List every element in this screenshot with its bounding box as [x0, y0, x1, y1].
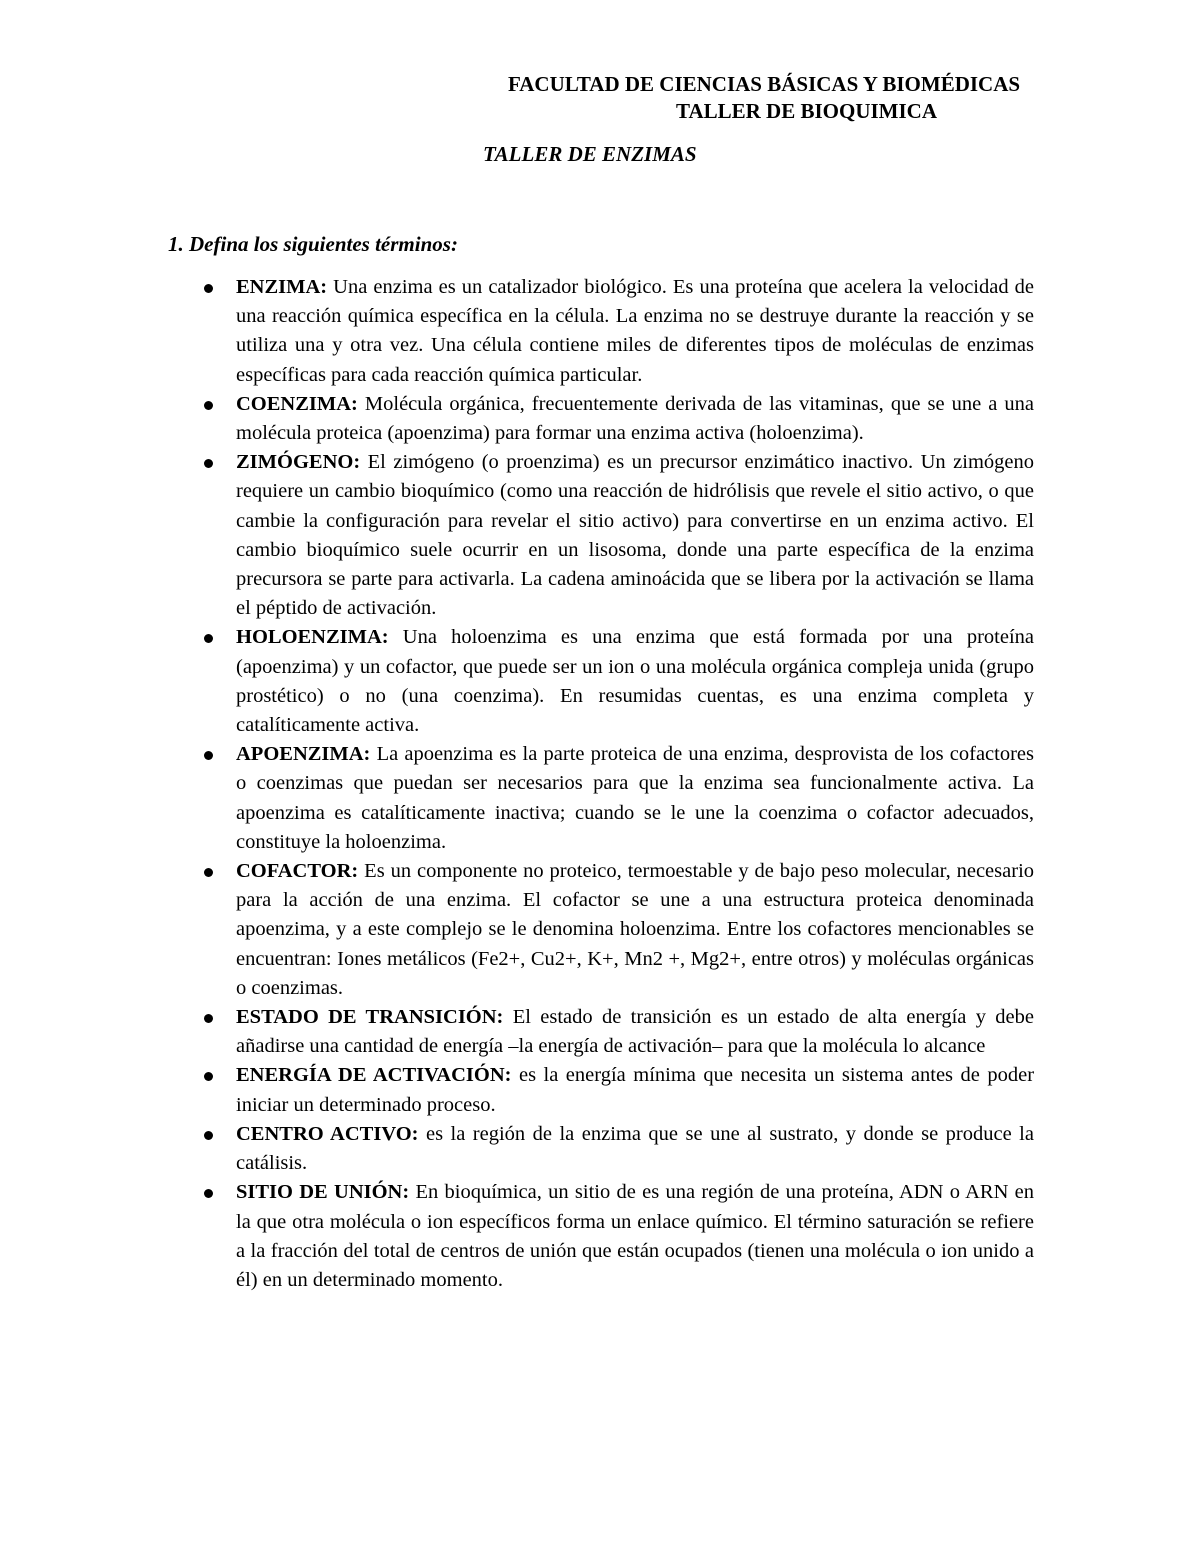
- list-item: [198, 857, 1034, 1003]
- term-definition: Molécula orgánica, frecuentemente derivada de las vitaminas, que se une a una molécula proteica (apoenzima) para formar una enzima activa (holoenzima).: [236, 392, 1034, 445]
- term-name: CENTRO ACTIVO:: [236, 1122, 419, 1145]
- bullet-icon: [204, 284, 213, 293]
- list-item: [198, 740, 1034, 857]
- bullet-icon: [204, 1072, 213, 1081]
- bullet-icon: [204, 459, 213, 468]
- document-title: TALLER DE ENZIMAS: [483, 142, 697, 166]
- term-definition: es la energía mínima que necesita un sistema antes de poder iniciar un determinado proceso.: [236, 1064, 1035, 1116]
- term-definition: Es un componente no proteico, termoestable y de bajo peso molecular, necesario para la acción de una enzima. El cofactor se une a una estructura proteica denominada apoenzima, y a este complejo se le denomina holoenzima. Entre los cofactores mencionables se encuentran: Iones metálicos (Fe2+, Cu2+, K+, Mn2 +, Mg2+, entre otros) y moléculas orgánicas o coenzimas.: [236, 860, 1035, 999]
- bullet-icon: [204, 1014, 213, 1023]
- term-definition: El zimógeno (o proenzima) es un precursor enzimático inactivo. Un zimógeno requiere un cambio bioquímico (como una reacción de hidrólisis que revele el sitio activo, o que cambie la configuración para revelar el sitio activo) para convertirse en un enzima activo. El cambio bioquímico suele ocurrir en un lisosoma, donde una parte específica de la enzima precursora se parte para activarla. La cadena aminoácida que se libera por la activación se llama el péptido de activación.: [236, 451, 1035, 620]
- bullet-icon: [204, 401, 213, 410]
- term-name: COFACTOR:: [236, 860, 359, 883]
- bullet-icon: [204, 634, 213, 643]
- term-name: ENERGÍA DE ACTIVACIÓN:: [236, 1064, 512, 1087]
- term-definition: es la región de la enzima que se une al sustrato, y donde se produce la catálisis.: [236, 1122, 1034, 1175]
- list-item: [198, 1120, 1034, 1178]
- list-item: [198, 390, 1034, 448]
- question-heading: 1. Defina los siguientes términos:: [168, 232, 458, 256]
- bullet-icon: [204, 1131, 213, 1140]
- term-name: APOENZIMA:: [236, 743, 371, 766]
- term-definition: Una enzima es un catalizador biológico. Es una proteína que acelera la velocidad de una reacción química específica en la célula. La enzima no se destruye durante la reacción y se utiliza una y otra vez. Una célula contiene miles de diferentes tipos de moléculas de enzimas específicas para cada reacción química particular.: [236, 276, 1034, 386]
- term-name: COENZIMA:: [236, 392, 358, 415]
- term-name: SITIO DE UNIÓN:: [236, 1181, 410, 1204]
- list-item: [198, 1003, 1034, 1061]
- bullet-icon: [204, 1189, 213, 1198]
- term-name: HOLOENZIMA:: [236, 626, 389, 649]
- term-definition: La apoenzima es la parte proteica de una enzima, desprovista de los cofactores o coenzimas que puedan ser necesarios para que la enzima sea funcionalmente activa. La apoenzima es catalíticamente inactiva; cuando se le une la coenzima o cofactor adecuados, constituye la holoenzima.: [236, 743, 1034, 853]
- list-item: [198, 273, 1034, 390]
- term-name: ESTADO DE TRANSICIÓN:: [236, 1006, 504, 1029]
- terms-list: [198, 273, 1034, 1295]
- term-name: ZIMÓGENO:: [236, 451, 361, 474]
- bullet-icon: [204, 751, 213, 760]
- list-item: [198, 1061, 1034, 1119]
- list-item: [198, 448, 1034, 623]
- bullet-icon: [204, 868, 213, 877]
- list-item: [198, 623, 1034, 740]
- term-definition: En bioquímica, un sitio de es una región de una proteína, ADN o ARN en la que otra molécula o ion específicos forma un enlace químico. El término saturación se refiere a la fracción del total de centros de unión que están ocupados (tienen una molécula o ion unido a él) en un determinado momento.: [236, 1181, 1035, 1291]
- list-item: [198, 1178, 1034, 1295]
- faculty-name: FACULTAD DE CIENCIAS BÁSICAS Y BIOMÉDICAS: [508, 72, 1021, 96]
- course-name: TALLER DE BIOQUIMICA: [676, 99, 937, 123]
- term-definition: El estado de transición es un estado de alta energía y debe añadirse una cantidad de energía –la energía de activación– para que la molécula lo alcance: [236, 1006, 1035, 1058]
- term-definition: Una holoenzima es una enzima que está formada por una proteína (apoenzima) y un cofactor, que puede ser un ion o una molécula orgánica compleja unida (grupo prostético) o no (una coenzima). En resumidas cuentas, es una enzima completa y catalíticamente activa.: [236, 626, 1034, 737]
- term-name: ENZIMA:: [236, 276, 328, 298]
